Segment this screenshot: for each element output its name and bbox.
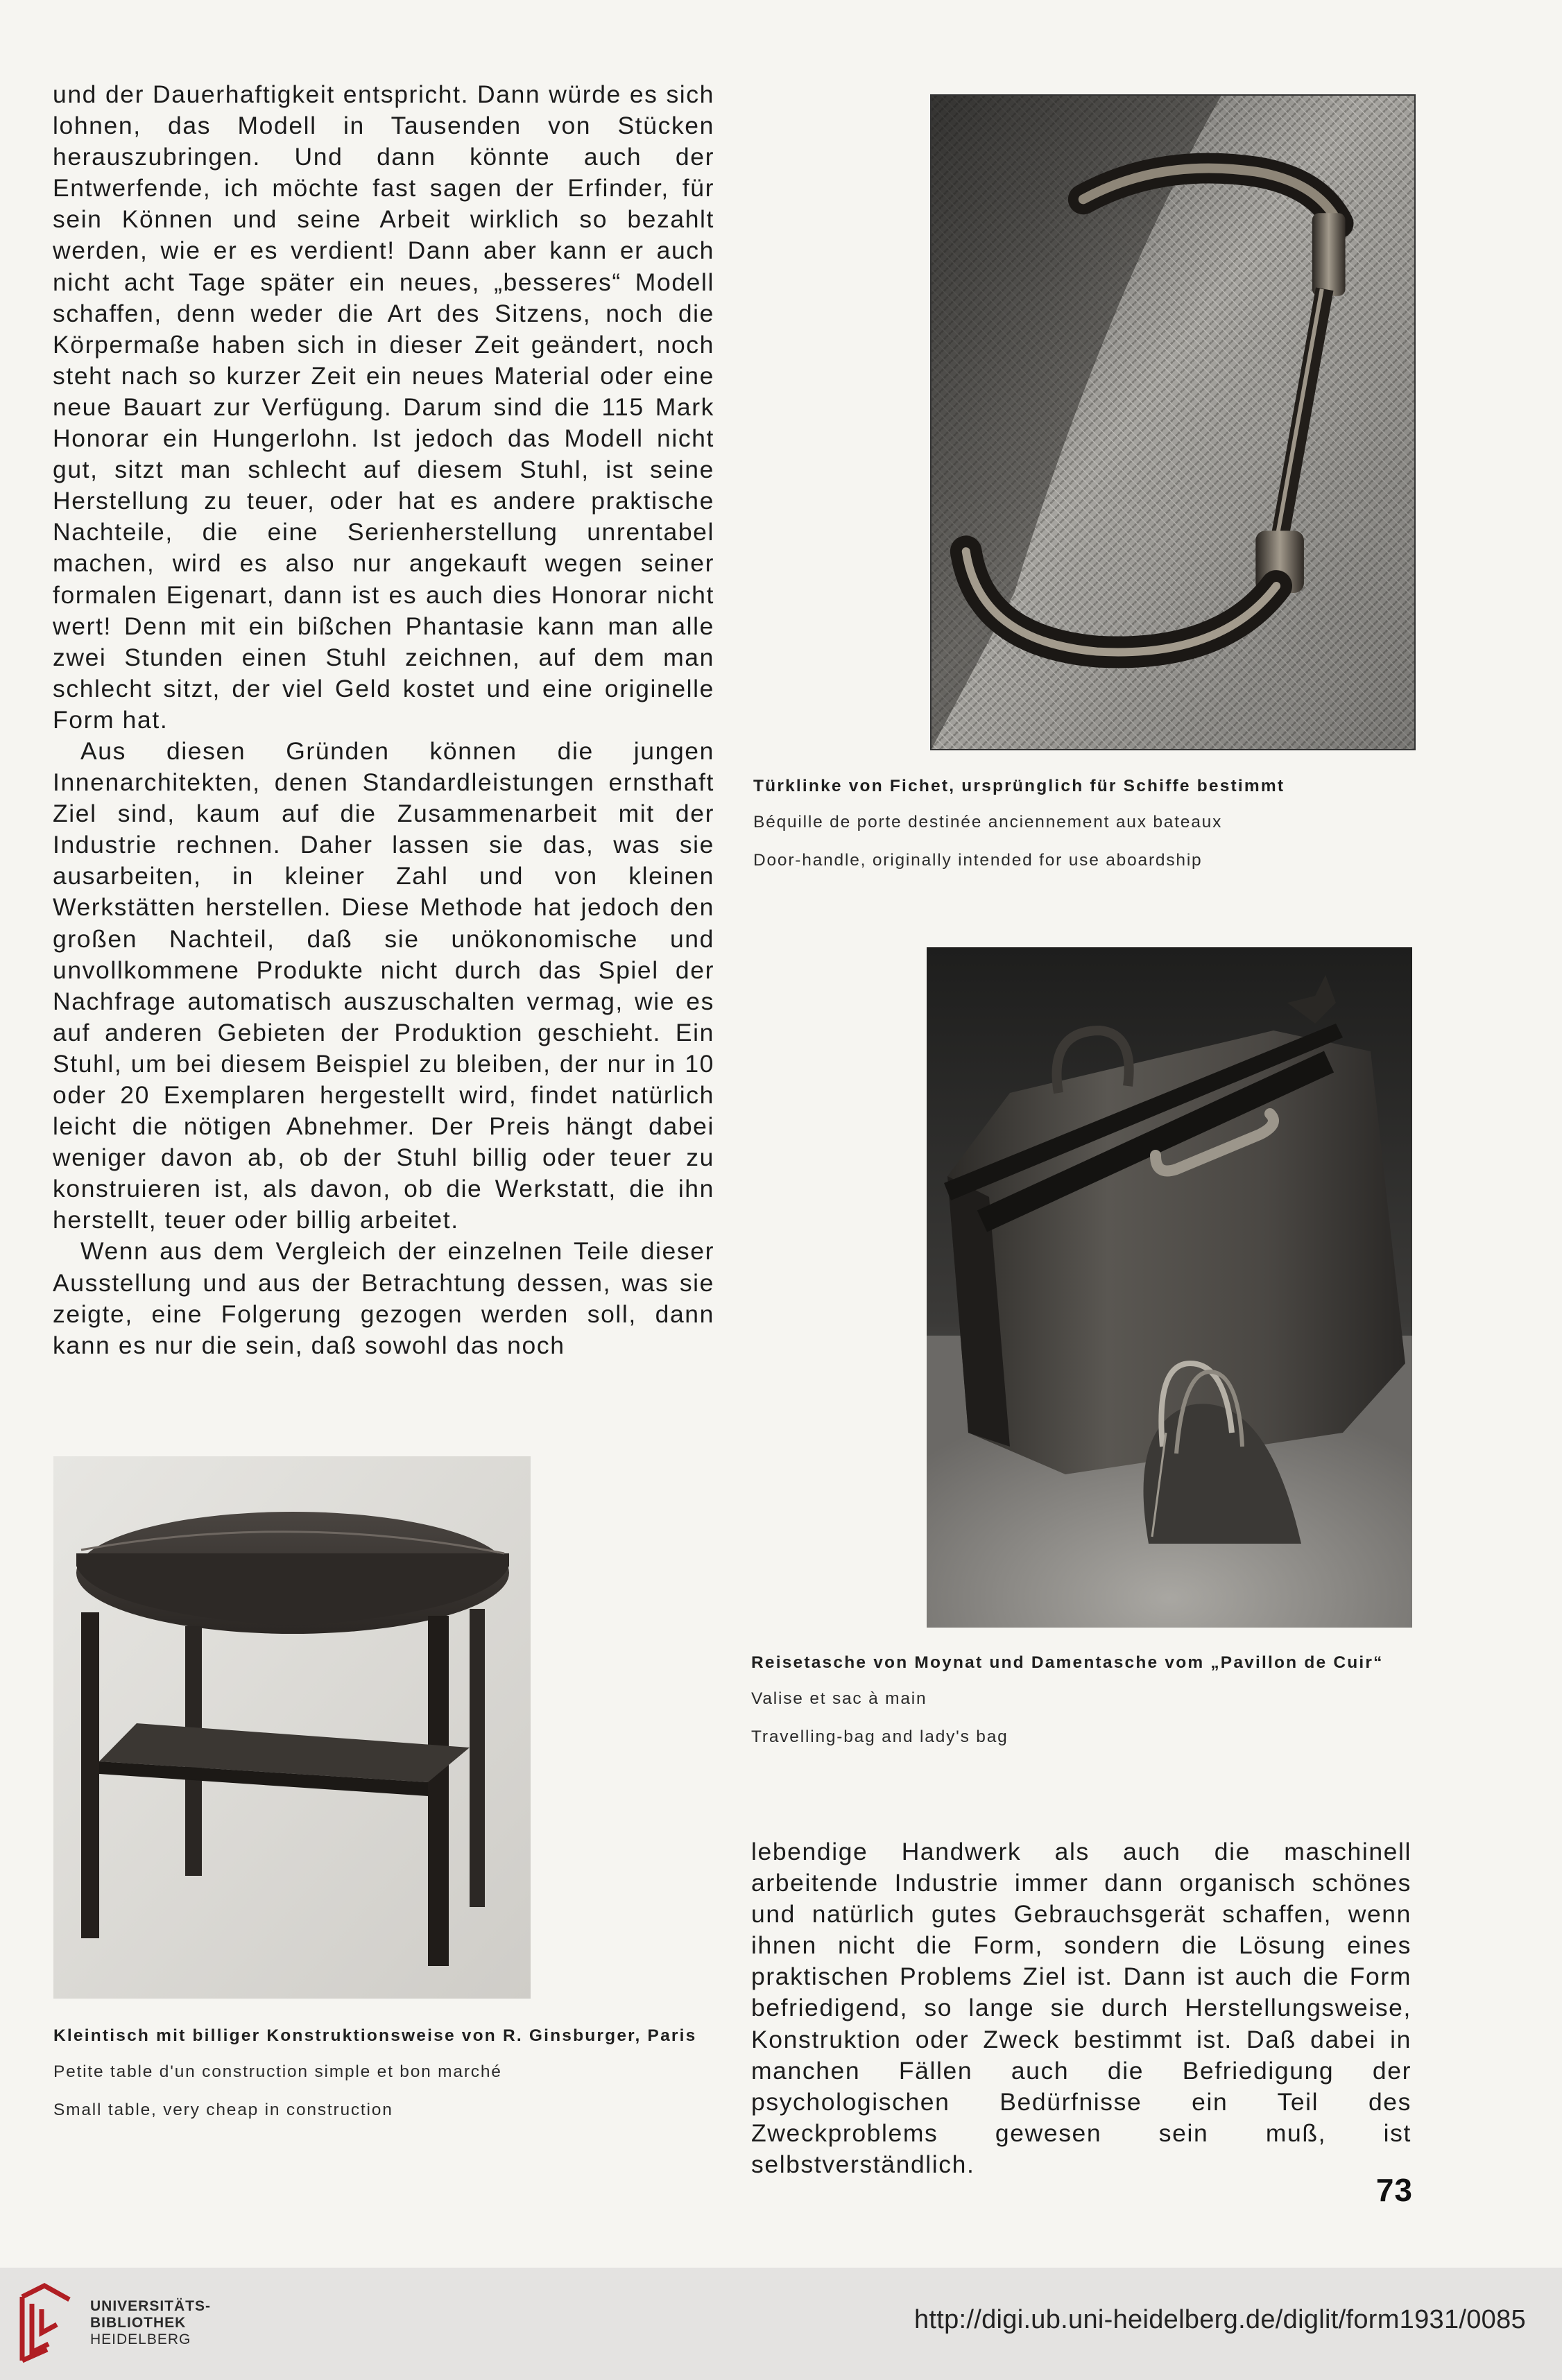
caption-french: Béquille de porte destinée anciennement aux bateaux (753, 813, 1223, 831)
caption-french: Petite table d'un construction simple et bon marché (53, 2062, 502, 2081)
small-table-caption (53, 2025, 726, 2137)
caption-english: Door-handle, originally intended for use aboardship (753, 851, 1203, 870)
article-paragraph: Aus diesen Gründen können die jungen Innenarchitekten, denen Standardleistungen ernsthaft Ziel sind, kaum auf die Zusammenarbeit mit der Industrie rechnen. Daher lassen sie das, was sie ausarbeiten, in kleiner Zahl und von kleinen Werkstätten herstellen. Diese Methode hat jedoch den großen Nachteil, daß sie unökonomische und unvollkommene Produkte nicht durch das Spiel der Nachfrage automatisch auszuschalten vermag, wie es auf anderen Gebieten der Produktion geschieht. Ein Stuhl, um bei diesem Beispiel zu bleiben, der nur in 10 oder 20 Exemplaren hergestellt wird, findet natürlich leicht die nötigen Abnehmer. Der Preis hängt dabei weniger davon ab, ob der Stuhl billig oder teuer zu konstruieren ist, als davon, ob die Werkstatt, die ihn herstellt, teuer oder billig arbeitet. (53, 736, 714, 1234)
page-number: 73 (1375, 2172, 1413, 2208)
caption-title: Reisetasche von Moynat und Damentasche vom „Pavillon de Cuir“ (751, 1653, 1384, 1672)
source-url-link[interactable]: http://digi.ub.uni-heidelberg.de/diglit/form1931/0085 (913, 2305, 1526, 2334)
caption-english: Small table, very cheap in construction (53, 2101, 393, 2119)
library-name: UNIVERSITÄTS- BIBLIOTHEK HEIDELBERG (90, 2298, 212, 2347)
article-right-column (751, 1836, 1411, 2180)
article-paragraph: und der Dauerhaftigkeit entspricht. Dann würde es sich lohnen, das Modell in Tausenden von Stücken herauszubringen. Und dann könnte auch der Entwerfende, ich möchte fast sagen der Erfinder, für sein Können und seine Arbeit wirklich so bezahlt werden, wie er es verdient! Dann aber kann er auch nicht acht Tage später ein neues, „besseres“ Modell schaffen, denn weder die Art des Sitzens, noch die Körpermaße haben sich in dieser Zeit geändert, noch steht nach so kurzer Zeit ein neues Material oder eine neue Bauart zur Verfügung. Darum sind die 115 Mark Honorar ein Hungerlohn. Ist jedoch das Modell nicht gut, sitzt man schlecht auf diesem Stuhl, ist seine Herstellung zu teuer, oder hat es andere praktische Nachteile, die eine Serienherstellung unrentabel machen, wird es also nur angekauft wegen seiner formalen Eigenart, dann ist es auch dies Honorar nicht wert! Denn mit ein bißchen Phantasie kann man alle zwei Stunden einen Stuhl zeichnen, auf dem man schlecht sitzt, der viel Geld kostet und eine originelle Form hat. (53, 80, 714, 734)
door-handle-photo (930, 94, 1416, 750)
caption-title: Türklinke von Fichet, ursprünglich für Schiffe bestimmt (753, 777, 1285, 795)
small-table-photo (53, 1456, 531, 1999)
caption-english: Travelling-bag and lady's bag (751, 1727, 1009, 1746)
article-paragraph: lebendige Handwerk als auch die maschinell arbeitende Industrie immer dann organisch schönes und natürlich gutes Gebrauchsgerät schaffen, wenn ihnen nicht die Form, sondern die Lösung eines praktischen Problems Ziel ist. Dann ist auch die Form befriedigend, so lange sie durch Herstellungsweise, Konstruktion oder Zweck bestimmt ist. Daß dabei in manchen Fällen auch die Befriedigung der psychologischen Bedürfnisse ein Teil des Zweckproblems gewesen sein muß, ist selbstverständlich. (751, 1838, 1411, 2178)
article-paragraph: Wenn aus dem Vergleich der einzelnen Teile dieser Ausstellung und aus der Betrachtung dessen, was sie zeigte, eine Folgerung gezogen werden soll, dann kann es nur die sein, daß sowohl das noch (53, 1237, 714, 1359)
door-handle-caption (753, 775, 1412, 888)
caption-french: Valise et sac à main (751, 1689, 927, 1708)
travelling-bag-photo (927, 947, 1412, 1628)
caption-title: Kleintisch mit billiger Konstruktionsweise von R. Ginsburger, Paris (53, 2026, 697, 2045)
library-footer (0, 2268, 1562, 2380)
travelling-bag-caption (751, 1652, 1414, 1764)
library-logo-icon (17, 2283, 75, 2365)
article-left-column (53, 79, 714, 1361)
